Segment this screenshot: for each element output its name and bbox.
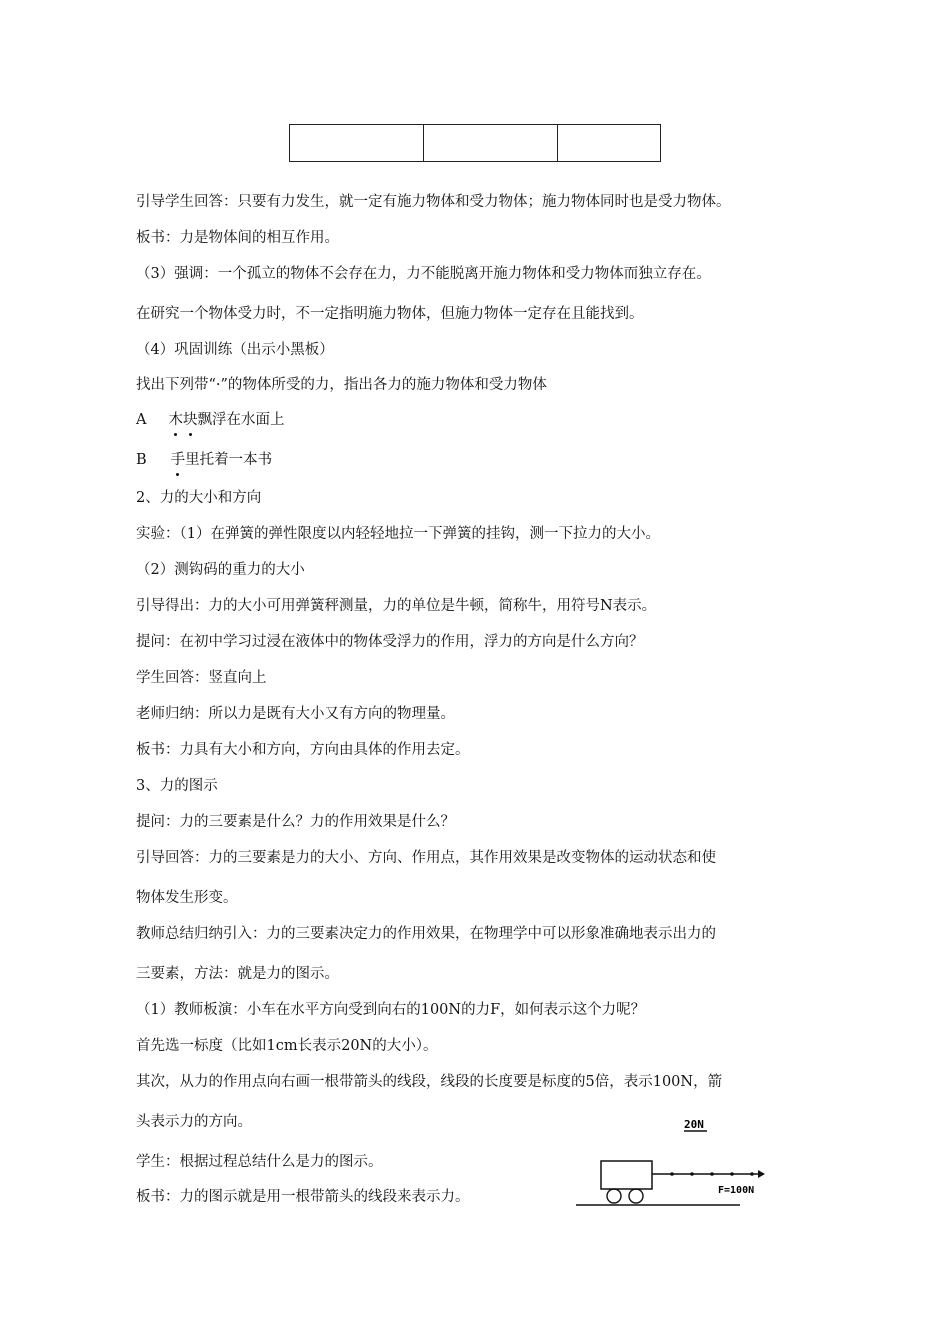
section-heading-2: 2、力的大小和方向 — [136, 490, 262, 506]
text-line-14: 学生回答：竖直向上 — [136, 670, 267, 686]
text-line-6: 找出下列带“·”的物体所受的力，指出各力的施力物体和受力物体 — [136, 377, 547, 393]
text-line-15: 老师归纳：所以力是既有大小又有方向的物理量。 — [136, 706, 455, 722]
cart-wheel-left — [607, 1189, 621, 1203]
text-line-12: 引导得出：力的大小可用弹簧秤测量，力的单位是牛顿，简称牛，用符号N表示。 — [136, 598, 657, 614]
text-line-18: 提问：力的三要素是什么？力的作用效果是什么？ — [136, 814, 455, 830]
scale-tick — [730, 1172, 734, 1176]
text-line-2: 板书：力是物体间的相互作用。 — [136, 230, 339, 246]
table-cell-1 — [290, 125, 424, 161]
scale-tick — [670, 1172, 674, 1176]
text-line-20: 物体发生形变。 — [136, 890, 238, 906]
exercise-a-label: A — [136, 412, 147, 428]
text-line-10: 实验：（1）在弹簧的弹性限度以内轻轻地拉一下弹簧的挂钩，测一下拉力的大小。 — [136, 526, 660, 542]
text-line-21: 教师总结归纳引入：力的三要素决定力的作用效果，在物理学中可以形象准确地表示出力的 — [136, 926, 716, 942]
dotted-char: 手 — [170, 452, 186, 468]
text-line-23: （1）教师板演：小车在水平方向受到向右的100N的力F，如何表示这个力呢？ — [136, 1002, 646, 1018]
dotted-char: 块 — [182, 412, 198, 428]
text-line-5: （4）巩固训练（出示小黑板） — [136, 342, 334, 358]
scale-tick — [710, 1172, 714, 1176]
table-cell-2 — [424, 125, 558, 161]
cart-wheel-right — [629, 1189, 643, 1203]
scale-tick — [750, 1172, 754, 1176]
exercise-b-char: 里 — [185, 452, 200, 468]
text-line-3: （3）强调：一个孤立的物体不会存在力，力不能脱离开施力物体和受力物体而独立存在。 — [136, 266, 711, 282]
text-line-11: （2）测钩码的重力的大小 — [136, 562, 305, 578]
table-cell-3 — [558, 125, 660, 161]
force-diagram — [572, 1112, 772, 1212]
section-heading-3: 3、力的图示 — [136, 778, 218, 794]
text-line-4: 在研究一个物体受力时，不一定指明施力物体，但施力物体一定存在且能找到。 — [136, 306, 644, 322]
blank-table — [289, 124, 661, 162]
text-line-19: 引导回答：力的三要素是力的大小、方向、作用点，其作用效果是改变物体的运动状态和使 — [136, 850, 716, 866]
text-line-1: 引导学生回答：只要有力发生，就一定有施力物体和受力物体；施力物体同时也是受力物体。 — [136, 194, 731, 210]
cart-body — [601, 1161, 652, 1189]
scale-tick — [690, 1172, 694, 1176]
exercise-a-text: 飘浮在水面上 — [197, 412, 285, 428]
text-line-22: 三要素，方法：就是力的图示。 — [136, 966, 339, 982]
scale-label: 20N — [684, 1118, 704, 1131]
force-arrowhead — [758, 1170, 765, 1178]
text-line-27: 学生：根据过程总结什么是力的图示。 — [136, 1154, 383, 1170]
text-line-24: 首先选一标度（比如1cm长表示20N的大小）。 — [136, 1038, 438, 1054]
dotted-char: 木 — [168, 412, 183, 428]
text-line-26: 头表示力的方向。 — [136, 1114, 252, 1130]
exercise-b-text: 托着一本书 — [199, 452, 273, 468]
text-line-16: 板书：力具有大小和方向，方向由具体的作用去定。 — [136, 742, 470, 758]
exercise-b — [136, 450, 272, 470]
text-line-25: 其次，从力的作用点向右画一根带箭头的线段，线段的长度要是标度的5倍，表示100N，箭 — [136, 1074, 723, 1090]
force-label: F=100N — [718, 1185, 755, 1196]
exercise-b-label: B — [136, 452, 147, 468]
text-line-13: 提问：在初中学习过浸在液体中的物体受浮力的作用，浮力的方向是什么方向？ — [136, 634, 644, 650]
exercise-a — [136, 410, 284, 430]
text-line-28: 板书：力的图示就是用一根带箭头的线段来表示力。 — [136, 1189, 470, 1205]
